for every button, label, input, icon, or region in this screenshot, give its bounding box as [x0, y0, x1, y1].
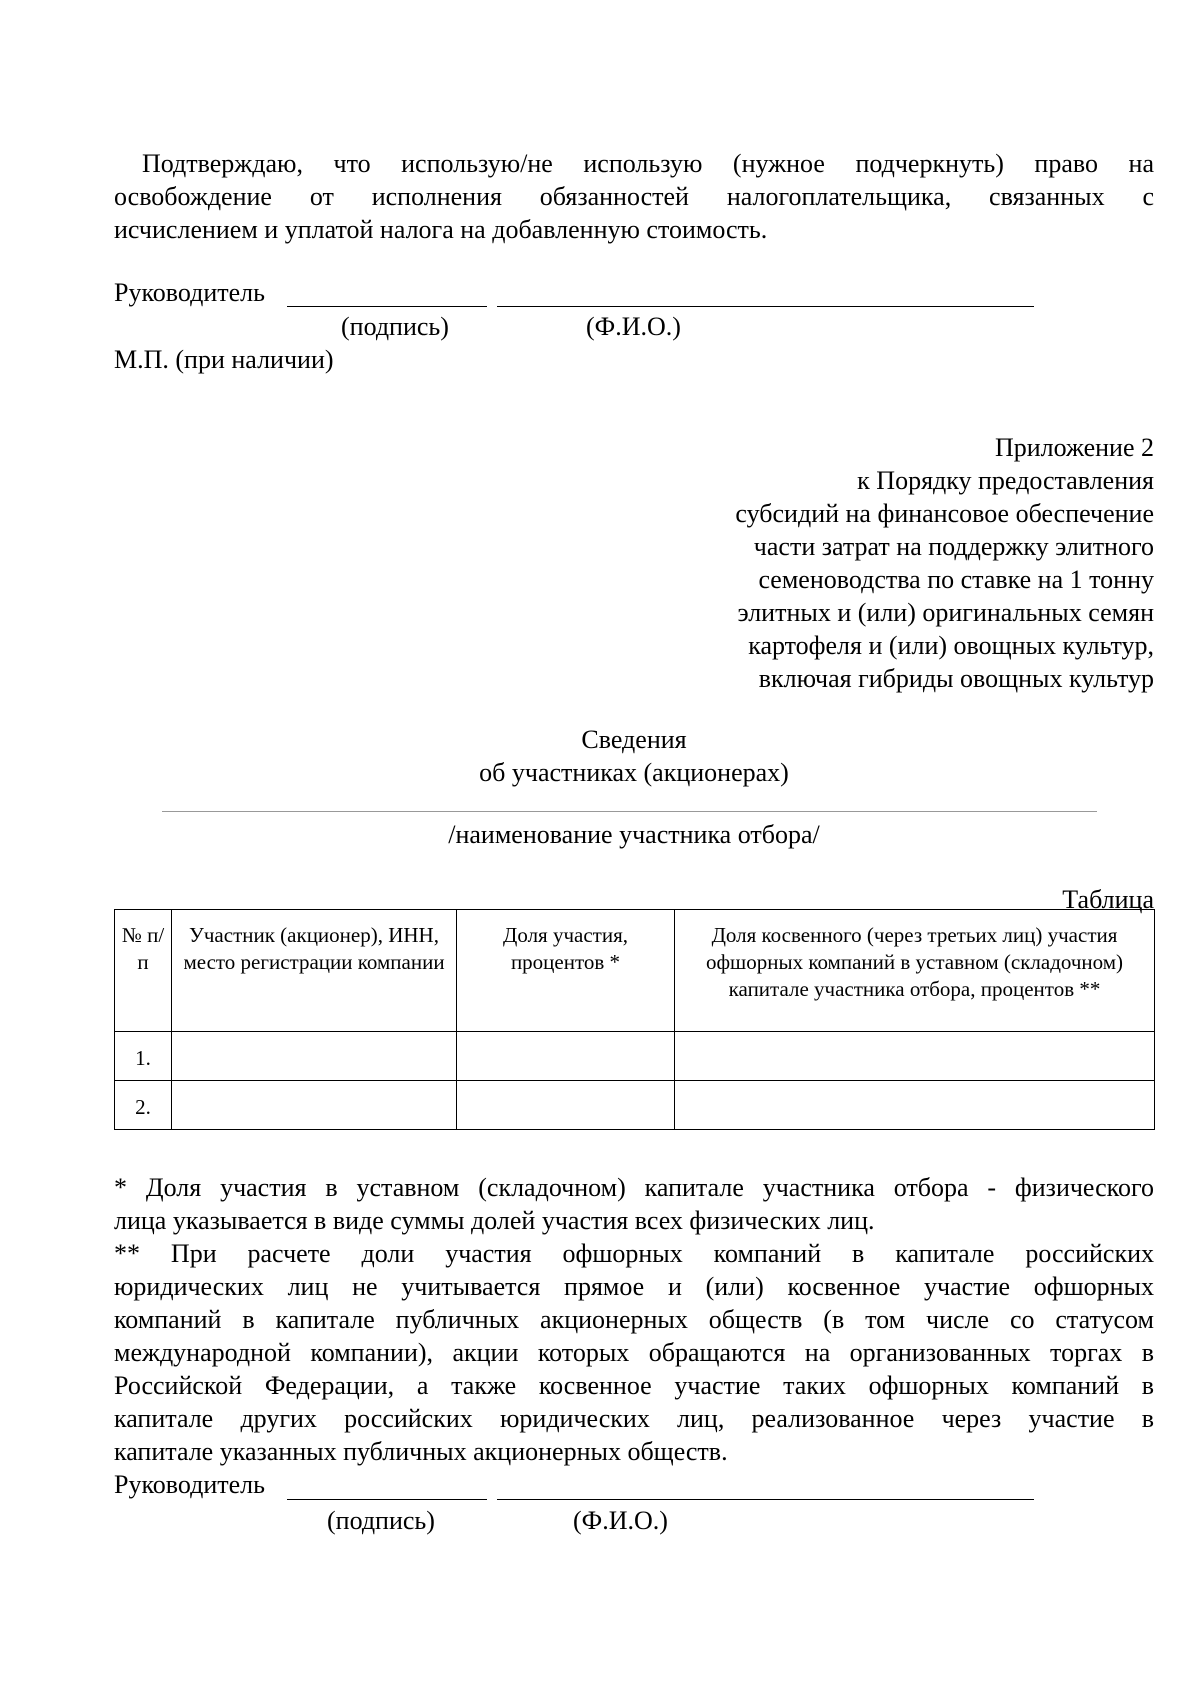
footnote-2-line: Российской Федерации, а также косвенное участие таких офшорных компаний в	[114, 1371, 1154, 1400]
footnote-2-line: ** При расчете доли участия офшорных компаний в капитале российских	[114, 1239, 1154, 1268]
appendix-line: Приложение 2	[994, 433, 1154, 462]
stamp-label: М.П. (при наличии)	[114, 345, 334, 374]
footnote-2-line: капитале других российских юридических лиц, реализованное через участие в	[114, 1404, 1154, 1433]
header-number: № п/п	[115, 910, 172, 1032]
fio-line	[497, 1499, 1034, 1500]
fio-caption: (Ф.И.О.)	[573, 1506, 668, 1535]
appendix-line: картофеля и (или) овощных культур,	[748, 631, 1154, 660]
footnote-2-line: международной компании), акции которых обращаются на организованных торгах в	[114, 1338, 1154, 1367]
table-row	[115, 1081, 1155, 1130]
cell-share	[457, 1081, 675, 1130]
header-offshore-share: Доля косвенного (через третьих лиц) участия офшорных компаний в уставном (складочном) капитале участника отбора, процентов **	[675, 910, 1155, 1032]
table-row	[115, 1032, 1155, 1081]
appendix-line: включая гибриды овощных культур	[758, 664, 1154, 693]
title-line-1: Сведения	[581, 725, 687, 754]
cell-participant	[172, 1081, 457, 1130]
confirm-line-2: освобождение от исполнения обязанностей налогоплательщика, связанных с	[114, 182, 1154, 211]
signature-line	[287, 306, 487, 307]
fio-line	[497, 306, 1034, 307]
footnote-2-line: юридических лиц не учитывается прямое и (или) косвенное участие офшорных	[114, 1272, 1154, 1301]
confirm-line-3: исчислением и уплатой налога на добавленную стоимость.	[114, 215, 768, 244]
header-participant: Участник (акционер), ИНН, место регистрации компании	[172, 910, 457, 1032]
confirm-line-1: Подтверждаю, что использую/не использую (нужное подчеркнуть) право на	[142, 149, 1154, 178]
signature-caption: (подпись)	[341, 312, 449, 341]
footnote-2-line: компаний в капитале публичных акционерных обществ (в том числе со статусом	[114, 1305, 1154, 1334]
participants-table	[114, 909, 1155, 1130]
appendix-line: семеноводства по ставке на 1 тонну	[758, 565, 1154, 594]
fio-caption: (Ф.И.О.)	[586, 312, 681, 341]
row-number: 1.	[115, 1032, 172, 1081]
cell-participant	[172, 1032, 457, 1081]
footnote-1-line: лица указывается в виде суммы долей участия всех физических лиц.	[114, 1206, 875, 1235]
appendix-line: элитных и (или) оригинальных семян	[737, 598, 1154, 627]
director-label: Руководитель	[114, 278, 265, 307]
title-line-2: об участниках (акционерах)	[479, 758, 789, 787]
footnote-2-line: капитале указанных публичных акционерных обществ.	[114, 1437, 728, 1466]
signature-caption: (подпись)	[327, 1506, 435, 1535]
signature-line	[287, 1499, 487, 1500]
cell-offshore-share	[675, 1032, 1155, 1081]
footnote-1-line: * Доля участия в уставном (складочном) капитале участника отбора - физического	[114, 1173, 1154, 1202]
director-label: Руководитель	[114, 1470, 265, 1499]
participant-name-line	[162, 811, 1097, 812]
cell-share	[457, 1032, 675, 1081]
row-number: 2.	[115, 1081, 172, 1130]
appendix-line: субсидий на финансовое обеспечение	[735, 499, 1154, 528]
table-header-row	[115, 910, 1155, 1032]
cell-offshore-share	[675, 1081, 1155, 1130]
appendix-line: части затрат на поддержку элитного	[753, 532, 1154, 561]
table-label: Таблица	[1062, 885, 1154, 914]
appendix-line: к Порядку предоставления	[857, 466, 1154, 495]
participant-name-caption: /наименование участника отбора/	[448, 820, 820, 849]
header-share: Доля участия, процентов *	[457, 910, 675, 1032]
